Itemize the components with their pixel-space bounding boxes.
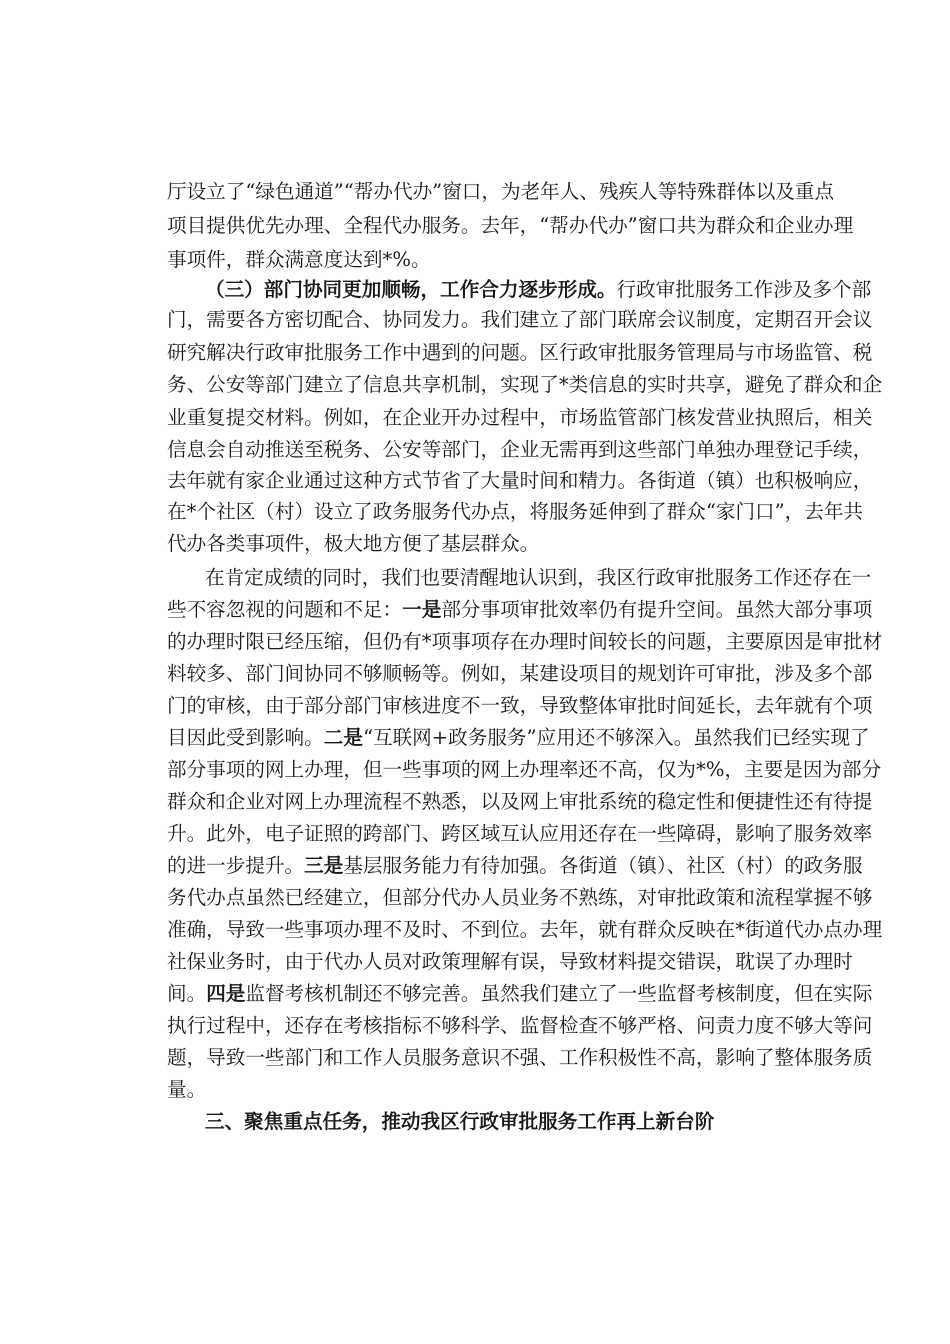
paragraph-line: 务、公安等部门建立了信息共享机制，实现了*类信息的实时共享，避免了群众和企 (167, 373, 883, 396)
paragraph-line: 升。此外，电子证照的跨部门、跨区域互认应用还存在一些障碍，影响了服务效率 (167, 822, 873, 845)
paragraph-line: 题，导致一些部门和工作人员服务意识不强、工作积极性不高，影响了整体服务质 (167, 1046, 873, 1069)
paragraph-text: 基层服务能力有待加强。各街道（镇）、社区（村）的政务服 (343, 854, 863, 877)
paragraph-line: 量。 (167, 1078, 207, 1101)
paragraph-text: 行政审批服务工作涉及多个部 (616, 278, 872, 301)
paragraph-line: 在肯定成绩的同时，我们也要清醒地认识到，我区行政审批服务工作还存在一 (205, 566, 872, 589)
paragraph-text: 目因此受到影响。 (167, 726, 324, 749)
paragraph-line: 业重复提交材料。例如，在企业开办过程中，市场监管部门核发营业执照后，相关 (167, 406, 873, 429)
paragraph-line: 代办各类事项件，极大地方便了基层群众。 (167, 532, 540, 555)
paragraph-text: 部分事项审批效率仍有提升空间。虽然大部分事项 (441, 598, 873, 621)
point-label-bold: 三是 (304, 854, 344, 877)
paragraph-line: 群众和企业对网上办理流程不熟悉，以及网上审批系统的稳定性和便捷性还有待提 (167, 790, 873, 813)
point-label-bold: 四是 (206, 982, 246, 1005)
paragraph-line: 的办理时限已经压缩，但仍有*项事项存在办理时间较长的问题，主要原因是审批材 (167, 630, 883, 653)
point-label-bold: 二是 (323, 726, 363, 749)
paragraph-line (167, 724, 870, 754)
paragraph-line: 门，需要各方密切配合、协同发力。我们建立了部门联席会议制度，定期召开会议 (167, 308, 873, 331)
paragraph-text: 些不容忽视的问题和不足： (167, 598, 403, 621)
paragraph-line: 社保业务时，由于代办人员对政策理解有误，导致材料提交错误，耽误了办理时 (167, 950, 853, 973)
paragraph-text: “互联网+政务服务”应用还不够深入。虽然我们已经实现了 (362, 726, 870, 749)
paragraph-line: 务代办点虽然已经建立，但部分代办人员业务不熟练，对审批政策和流程掌握不够 (167, 886, 873, 909)
paragraph-text: 间。 (167, 982, 207, 1005)
paragraph-line: 门的审核，由于部分部门审核进度不一致，导致整体审批时间延长，去年就有个项 (167, 694, 873, 717)
paragraph-text: 的进一步提升。 (167, 854, 305, 877)
section-heading: 三、聚焦重点任务，推动我区行政审批服务工作再上新台阶 (205, 1110, 715, 1133)
paragraph-line: 准确，导致一些事项办理不及时、不到位。去年，就有群众反映在*街道代办点办理 (167, 918, 883, 941)
paragraph-line: 去年就有家企业通过这种方式节省了大量时间和精力。各街道（镇）也积极响应， (167, 469, 873, 492)
paragraph-line (167, 980, 873, 1010)
section-lead-bold: （三）部门协同更加顺畅，工作合力逐步形成。 (205, 278, 617, 301)
paragraph-text: 监督考核机制还不够完善。虽然我们建立了一些监督考核制度，但在实际 (245, 982, 873, 1005)
paragraph-line: 在*个社区（村）设立了政务服务代办点，将服务延伸到了群众“家门口”，去年共 (167, 500, 864, 523)
paragraph-line: 厅设立了“绿色通道”“帮办代办”窗口，为老年人、残疾人等特殊群体以及重点 (167, 180, 835, 203)
paragraph-line: 项目提供优先办理、全程代办服务。去年，“帮办代办”窗口共为群众和企业办理 (167, 214, 854, 237)
paragraph-line (167, 596, 873, 626)
paragraph-line-lead (205, 276, 872, 306)
point-label-bold: 一是 (402, 598, 442, 621)
paragraph-line: 信息会自动推送至税务、公安等部门，企业无需再到这些部门单独办理登记手续， (167, 438, 873, 461)
paragraph-line: 部分事项的网上办理，但一些事项的网上办理率还不高，仅为*%，主要是因为部分 (167, 758, 882, 781)
paragraph-line: 料较多、部门间协同不够顺畅等。例如，某建设项目的规划许可审批，涉及多个部 (167, 662, 873, 685)
paragraph-line: 研究解决行政审批服务工作中遇到的问题。区行政审批服务管理局与市场监管、税 (167, 341, 873, 364)
paragraph-line: 事项件，群众满意度达到*%。 (167, 248, 431, 271)
paragraph-line (167, 852, 863, 882)
paragraph-line: 执行过程中，还存在考核指标不够科学、监督检查不够严格、问责力度不够大等问 (167, 1014, 873, 1037)
